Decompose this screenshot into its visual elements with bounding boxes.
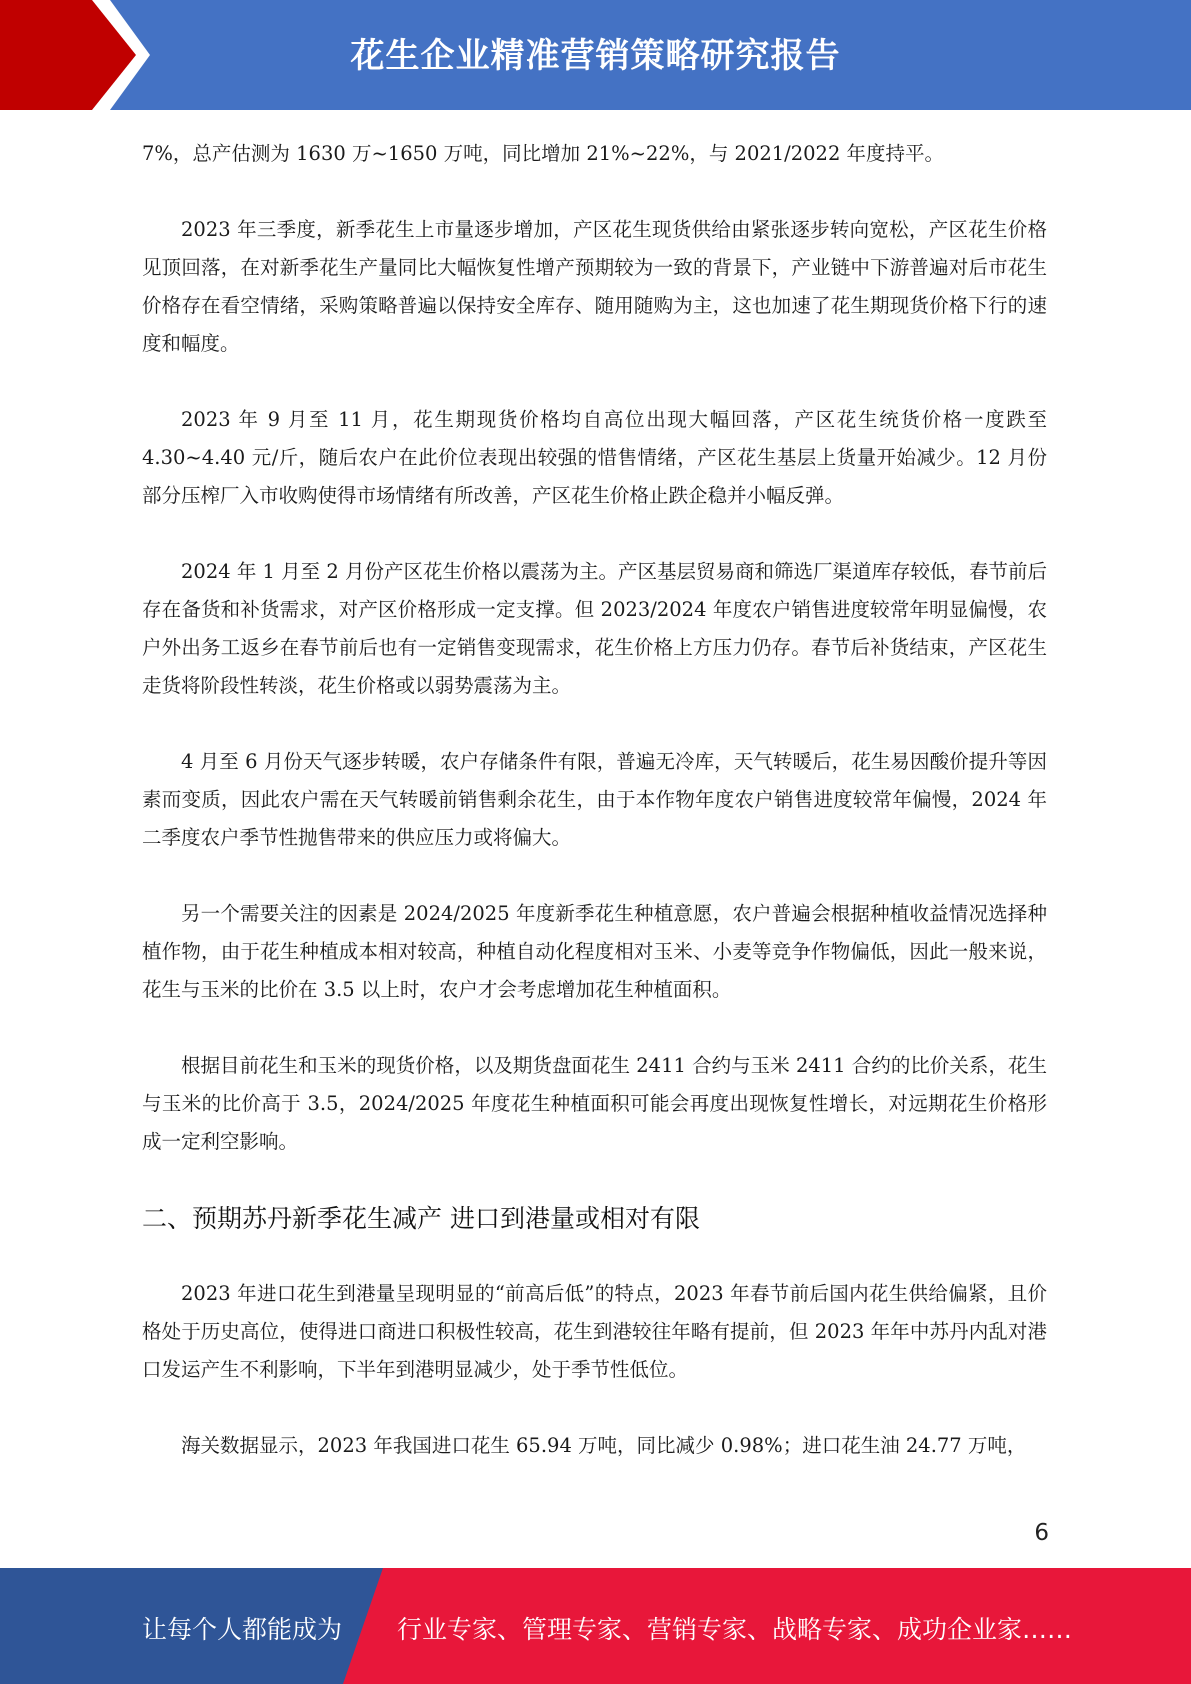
section-heading: 二、预期苏丹新季花生减产 进口到港量或相对有限 — [142, 1204, 700, 1233]
footer-slogan-left: 让每个人都能成为 — [142, 1615, 343, 1644]
paragraph: 4 月至 6 月份天气逐步转暖，农户存储条件有限，普遍无冷库，天气转暖后，花生易因酸价提升等因素而变质，因此农户需在天气转暖前销售剩余花生，由于本作物年度农户销售进度较常年偏慢，2024 年二季度农户季节性抛售带来的供应压力或将偏大。 — [142, 750, 1047, 849]
footer-banner — [0, 1568, 1191, 1684]
paragraph: 2023 年进口花生到港量呈现明显的“前高后低”的特点，2023 年春节前后国内花生供给偏紧，且价格处于历史高位，使得进口商进口积极性较高，花生到港较往年略有提前，但 2023 年年中苏丹内乱对港口发运产生不利影响，下半年到港明显减少，处于季节性低位。 — [142, 1282, 1047, 1381]
page-number: 6 — [1034, 1520, 1049, 1546]
paragraph: 海关数据显示，2023 年我国进口花生 65.94 万吨，同比减少 0.98%；进口花生油 24.77 万吨， — [181, 1434, 1027, 1457]
page-content — [142, 135, 1047, 1503]
paragraph: 另一个需要关注的因素是 2024/2025 年度新季花生种植意愿，农户普遍会根据种植收益情况选择种植作物，由于花生种植成本相对较高，种植自动化程度相对玉米、小麦等竞争作物偏低，因此一般来说，花生与玉米的比价在 3.5 以上时，农户才会考虑增加花生种植面积。 — [142, 902, 1047, 1001]
paragraph: 7%，总产估测为 1630 万~1650 万吨，同比增加 21%~22%，与 2021/2022 年度持平。 — [142, 142, 945, 165]
paragraph: 2023 年 9 月至 11 月，花生期现货价格均自高位出现大幅回落，产区花生统货价格一度跌至 4.30~4.40 元/斤，随后农户在此价位表现出较强的惜售情绪，产区花生基层上货量开始减少。12 月份部分压榨厂入市收购使得市场情绪有所改善，产区花生价格止跌企稳并小幅反弹。 — [142, 408, 1047, 507]
paragraph: 2024 年 1 月至 2 月份产区花生价格以震荡为主。产区基层贸易商和筛选厂渠道库存较低，春节前后存在备货和补货需求，对产区价格形成一定支撑。但 2023/2024 年度农户销售进度较常年明显偏慢，农户外出务工返乡在春节前后也有一定销售变现需求，花生价格上方压力仍存。春节后补货结束，产区花生走货将阶段性转淡，花生价格或以弱势震荡为主。 — [142, 560, 1047, 697]
paragraph: 2023 年三季度，新季花生上市量逐步增加，产区花生现货供给由紧张逐步转向宽松，产区花生价格见顶回落，在对新季花生产量同比大幅恢复性增产预期较为一致的背景下，产业链中下游普遍对后市花生价格存在看空情绪，采购策略普遍以保持安全库存、随用随购为主，这也加速了花生期现货价格下行的速度和幅度。 — [142, 218, 1047, 355]
report-title: 花生企业精准营销策略研究报告 — [350, 36, 841, 76]
header-bar — [0, 0, 1191, 110]
footer-slogan-right: 行业专家、管理专家、营销专家、战略专家、成功企业家…… — [397, 1615, 1073, 1644]
paragraph: 根据目前花生和玉米的现货价格，以及期货盘面花生 2411 合约与玉米 2411 合约的比价关系，花生与玉米的比价高于 3.5，2024/2025 年度花生种植面积可能会再度出现恢复性增长，对远期花生价格形成一定利空影响。 — [142, 1054, 1047, 1153]
